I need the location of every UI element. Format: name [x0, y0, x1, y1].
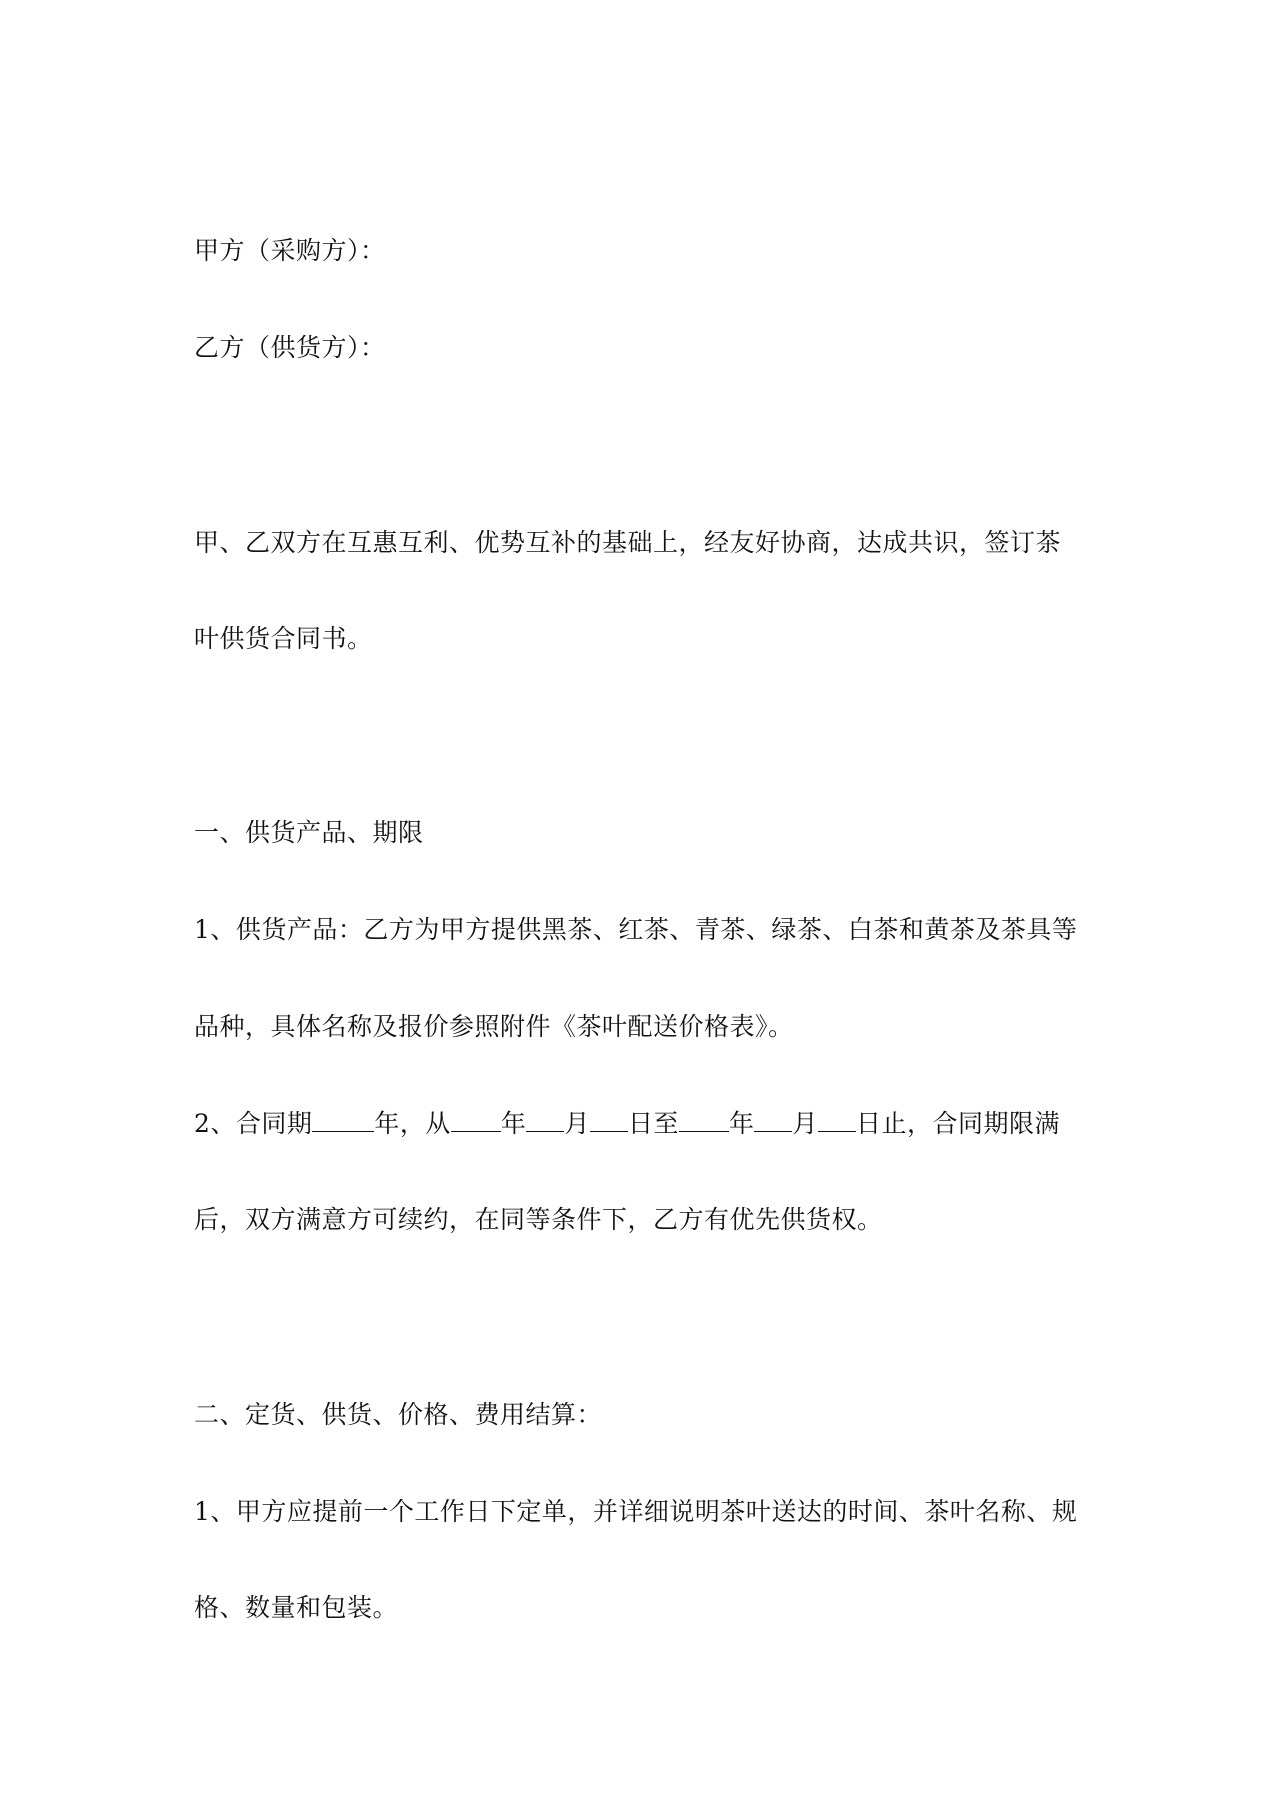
end-year-blank: [679, 1107, 729, 1132]
end-year-label: 年: [728, 1109, 755, 1138]
party-a-line: 甲方（采购方）：: [194, 236, 386, 265]
end-month-label: 月: [792, 1109, 818, 1138]
section-2-item-1-line-2: 格、数量和包装。: [194, 1593, 399, 1622]
section-1-item-2-line-2: 后，双方满意方可续约，在同等条件下，乙方有优先供货权。: [194, 1205, 883, 1234]
end-day-label: 日止，合同期限满: [856, 1109, 1061, 1138]
section-1-item-1-line-2: 品种，具体名称及报价参照附件《茶叶配送价格表》。: [194, 1012, 794, 1041]
start-day-blank: [590, 1107, 628, 1132]
start-day-label: 日至: [627, 1109, 679, 1138]
start-year-label: 年: [500, 1109, 527, 1138]
contract-years-label: 年，从: [374, 1109, 451, 1138]
contract-years-blank: [312, 1107, 374, 1132]
party-b-line: 乙方（供货方）：: [194, 333, 386, 362]
section-2-item-1-line-1: 1、甲方应提前一个工作日下定单，并详细说明茶叶送达的时间、茶叶名称、规: [194, 1497, 1078, 1526]
start-year-blank: [451, 1107, 501, 1132]
start-month-label: 月: [564, 1109, 590, 1138]
preamble-line-1: 甲、乙双方在互惠互利、优势互补的基础上，经友好协商，达成共识，签订茶: [194, 528, 1062, 557]
end-day-blank: [818, 1107, 856, 1132]
section-2-heading: 二、定货、供货、价格、费用结算：: [194, 1400, 603, 1429]
section-1-item-2-line-1: [194, 1107, 1094, 1141]
start-month-blank: [526, 1107, 564, 1132]
end-month-blank: [754, 1107, 792, 1132]
section-1-heading: 一、供货产品、期限: [194, 818, 424, 847]
preamble-line-2: 叶供货合同书。: [194, 624, 373, 653]
section-1-item-1-line-1: 1、供货产品：乙方为甲方提供黑茶、红茶、青茶、绿茶、白茶和黄茶及茶具等: [194, 915, 1078, 944]
contract-term-prefix: 2、合同期: [194, 1109, 313, 1138]
